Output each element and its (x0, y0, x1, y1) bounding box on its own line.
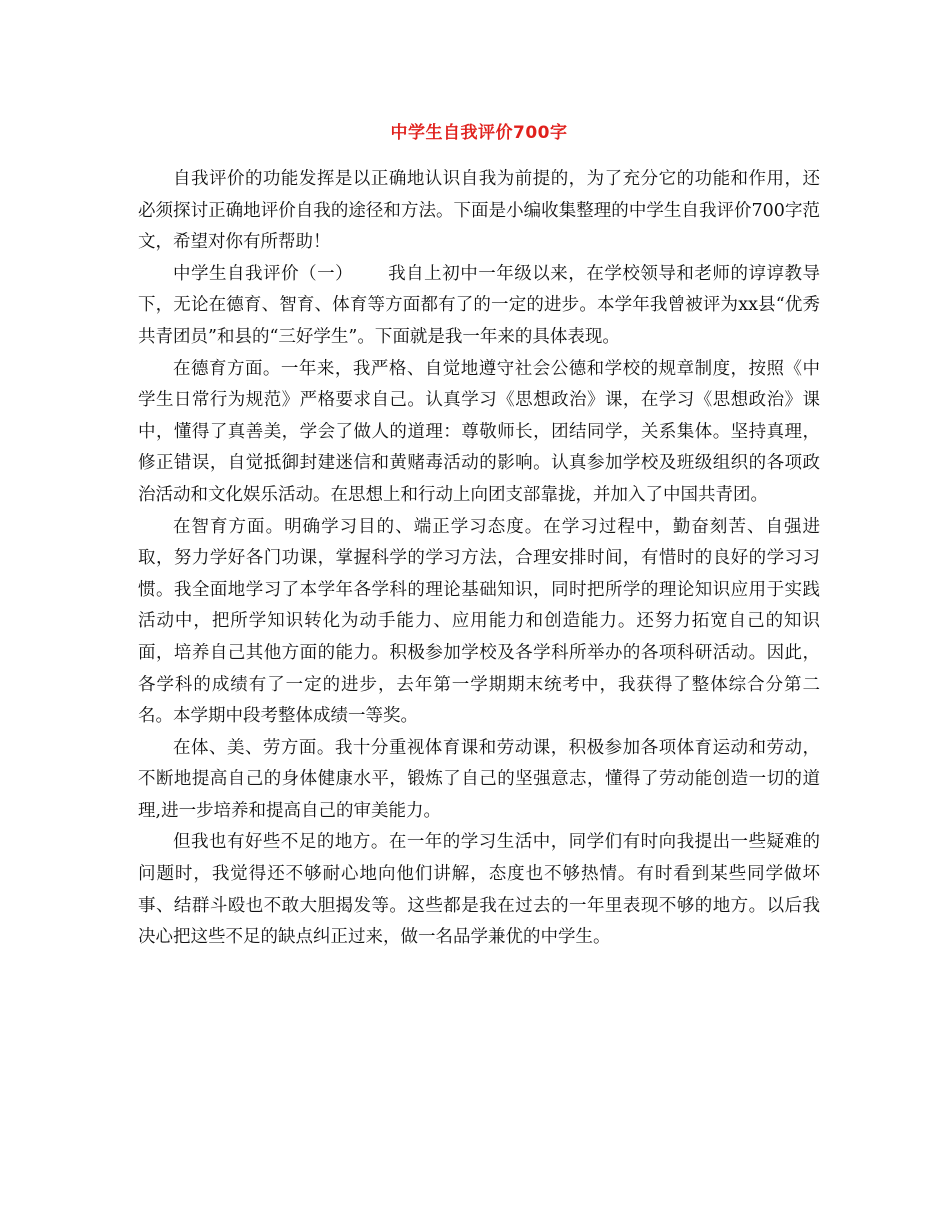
section-one-paragraph (138, 259, 820, 354)
physical-education-paragraph: 在体、美、劳方面。我十分重视体育课和劳动课，积极参加各项体育运动和劳动，不断地提高自己的身体健康水平，锻炼了自己的坚强意志，懂得了劳动能创造一切的道理,进一步培养和提高自己的审美能力。 (138, 737, 820, 821)
intellectual-education-paragraph: 在智育方面。明确学习目的、端正学习态度。在学习过程中，勤奋刻苦、自强进取，努力学好各门功课，掌握科学的学习方法，合理安排时间，有惜时的良好的学习习惯。我全面地学习了本学年各学科的理论基础知识，同时把所学的理论知识应用于实践活动中，把所学知识转化为动手能力、应用能力和创造能力。还努力拓宽自己的知识面，培养自己其他方面的能力。积极参加学校及各学科所举办的各项科研活动。因此，各学科的成绩有了一定的进步，去年第一学期期末统考中，我获得了整体综合分第二名。本学期中段考整体成绩一等奖。 (138, 516, 820, 727)
shortcomings-paragraph: 但我也有好些不足的地方。在一年的学习生活中，同学们有时向我提出一些疑难的问题时，我觉得还不够耐心地向他们讲解，态度也不够热情。有时看到某些同学做坏事、结群斗殴也不敢大胆揭发等。这些都是我在过去的一年里表现不够的地方。以后我决心把这些不足的缺点纠正过来，做一名品学兼优的中学生。 (138, 832, 820, 948)
document-page (138, 118, 820, 954)
intro-paragraph: 自我评价的功能发挥是以正确地认识自我为前提的，为了充分它的功能和作用，还必须探讨正确地评价自我的途径和方法。下面是小编收集整理的中学生自我评价700字范文，希望对你有所帮助！ (138, 169, 820, 253)
moral-education-paragraph: 在德育方面。一年来，我严格、自觉地遵守社会公德和学校的规章制度，按照《中学生日常行为规范》严格要求自己。认真学习《思想政治》课，在学习《思想政治》课中，懂得了真善美，学会了做人的道理：尊敬师长，团结同学，关系集体。坚持真理，修正错误，自觉抵御封建迷信和黄赌毒活动的影响。认真参加学校及班级组织的各项政治活动和文化娱乐活动。在思想上和行动上向团支部靠拢，并加入了中国共青团。 (138, 358, 820, 505)
section-first-text: 我自上初中一年级以来，在学校领导和老师的谆谆教导下，无论在德育、智育、体育等方面都有了的一定的进步。本学年我曾被评为xx县“优秀共青团员”和县的“三好学生”。下面就是我一年来的具体表现。 (138, 263, 821, 347)
page-title: 中学生自我评价700字 (390, 123, 568, 143)
section-heading: 中学生自我评价（一） (173, 263, 354, 284)
